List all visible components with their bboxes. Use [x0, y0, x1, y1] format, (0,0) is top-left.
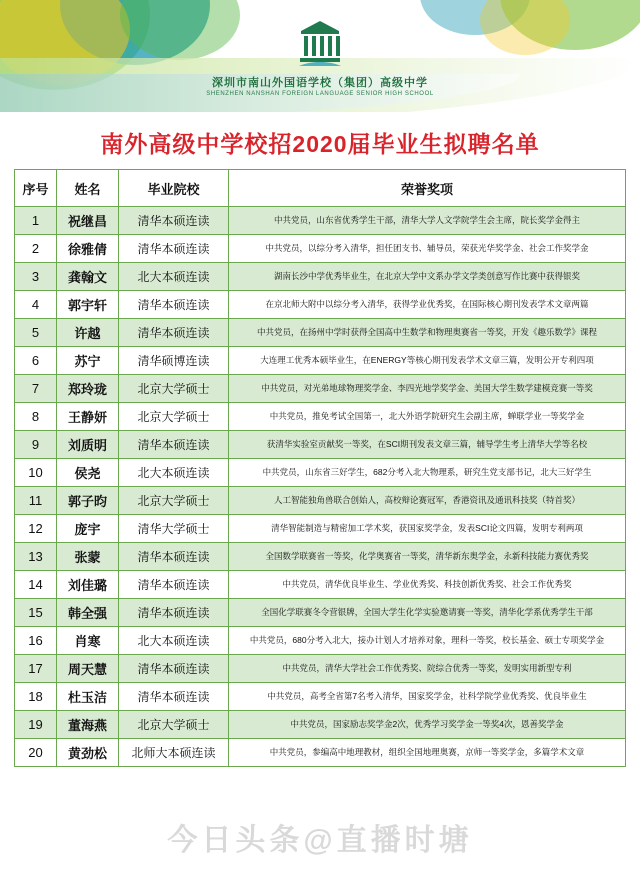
table-row	[15, 627, 626, 655]
cell-school: 清华本硕连读	[119, 431, 229, 459]
table-row	[15, 431, 626, 459]
cell-honor: 清华智能制造与精密加工学术奖，获国家奖学金，发表SCI论文四篇，发明专利两项	[229, 515, 626, 543]
column-header-index: 序号	[15, 170, 57, 207]
table-row	[15, 655, 626, 683]
cell-name: 苏宁	[57, 347, 119, 375]
cell-index: 17	[15, 655, 57, 683]
school-name-en: SHENZHEN NANSHAN FOREIGN LANGUAGE SENIOR HIGH SCHOOL	[206, 91, 434, 97]
cell-school: 北京大学硕士	[119, 375, 229, 403]
column-header-school: 毕业院校	[119, 170, 229, 207]
cell-school: 清华大学硕士	[119, 515, 229, 543]
table-row	[15, 375, 626, 403]
cell-school: 北大本硕连读	[119, 459, 229, 487]
table-row	[15, 263, 626, 291]
cell-honor: 中共党员，对光弟地球物理奖学金、李四光地学奖学金、美国大学生数学建模竞赛一等奖	[229, 375, 626, 403]
cell-name: 肖寒	[57, 627, 119, 655]
cell-honor: 湖南长沙中学优秀毕业生，在北京大学中文系办学文学类创意写作比赛中获得银奖	[229, 263, 626, 291]
cell-school: 北京大学硕士	[119, 711, 229, 739]
table-head	[15, 170, 626, 207]
table-row	[15, 543, 626, 571]
cell-name: 周天慧	[57, 655, 119, 683]
cell-name: 龚翰文	[57, 263, 119, 291]
cell-honor: 中共党员，推免考试全国第一，北大外语学院研究生会副主席，蝉联学业一等奖学金	[229, 403, 626, 431]
cell-index: 13	[15, 543, 57, 571]
cell-name: 徐雅倩	[57, 235, 119, 263]
cell-index: 18	[15, 683, 57, 711]
table-header-row	[15, 170, 626, 207]
cell-index: 12	[15, 515, 57, 543]
cell-honor: 中共党员，以综分考入清华，担任团支书、辅导员，荣获光华奖学金、社会工作奖学金	[229, 235, 626, 263]
cell-honor: 全国化学联赛冬令营银牌，全国大学生化学实验邀请赛一等奖，清华化学系优秀学生干部	[229, 599, 626, 627]
cell-index: 7	[15, 375, 57, 403]
cell-honor: 中共党员，山东省三好学生，682分考入北大物理系，研究生党支部书记，北大三好学生	[229, 459, 626, 487]
cell-name: 祝继昌	[57, 207, 119, 235]
cell-name: 郭宇轩	[57, 291, 119, 319]
column-header-honor: 荣誉奖项	[229, 170, 626, 207]
table-row	[15, 515, 626, 543]
cell-index: 1	[15, 207, 57, 235]
table-row	[15, 599, 626, 627]
cell-school: 清华本硕连读	[119, 235, 229, 263]
cell-index: 20	[15, 739, 57, 767]
cell-honor: 全国数学联赛省一等奖，化学奥赛省一等奖，清华新东奥学金，永新科技能力赛优秀奖	[229, 543, 626, 571]
cell-honor: 人工智能独角兽联合创始人，高校辩论赛冠军，香港资讯及通讯科技奖（特首奖）	[229, 487, 626, 515]
cell-school: 北大本硕连读	[119, 263, 229, 291]
cell-index: 10	[15, 459, 57, 487]
column-header-name: 姓名	[57, 170, 119, 207]
cell-honor: 中共党员，清华大学社会工作优秀奖、院综合优秀一等奖，发明实用新型专利	[229, 655, 626, 683]
cell-honor: 获清华实验室贡献奖一等奖，在SCI期刊发表文章三篇，辅导学生考上清华大学等名校	[229, 431, 626, 459]
cell-school: 北师大本硕连读	[119, 739, 229, 767]
cell-school: 清华本硕连读	[119, 319, 229, 347]
cell-honor: 中共党员，在扬州中学时获得全国高中生数学和物理奥赛省一等奖，开发《趣乐数学》课程	[229, 319, 626, 347]
cell-name: 黄劲松	[57, 739, 119, 767]
page-header	[0, 0, 640, 112]
cell-school: 清华本硕连读	[119, 655, 229, 683]
cell-school: 北大本硕连读	[119, 627, 229, 655]
cell-school: 清华本硕连读	[119, 207, 229, 235]
table-row	[15, 235, 626, 263]
cell-index: 2	[15, 235, 57, 263]
table-row	[15, 291, 626, 319]
cell-index: 14	[15, 571, 57, 599]
cell-index: 5	[15, 319, 57, 347]
table-row	[15, 683, 626, 711]
cell-honor: 大连理工优秀本硕毕业生，在ENERGY等核心期刊发表学术文章三篇，发明公开专利四项	[229, 347, 626, 375]
cell-index: 11	[15, 487, 57, 515]
table-row	[15, 319, 626, 347]
table-row	[15, 459, 626, 487]
cell-honor: 中共党员，680分考入北大，接办计划人才培养对象，理科一等奖，校长基金、硕士专项奖学金	[229, 627, 626, 655]
cell-index: 6	[15, 347, 57, 375]
cell-school: 清华本硕连读	[119, 599, 229, 627]
table-row	[15, 347, 626, 375]
cell-index: 15	[15, 599, 57, 627]
watermark: 今日头条@直播时塘	[167, 824, 473, 857]
cell-index: 8	[15, 403, 57, 431]
hire-list-table	[14, 169, 626, 767]
table-row	[15, 487, 626, 515]
page-title: 南外高级中学校招2020届毕业生拟聘名单	[100, 131, 540, 157]
table-body	[15, 207, 626, 767]
cell-name: 董海燕	[57, 711, 119, 739]
school-crest-icon	[289, 18, 351, 70]
cell-name: 郭子昀	[57, 487, 119, 515]
table-row	[15, 571, 626, 599]
cell-honor: 中共党员，参编高中地理教材，组织全国地理奥赛，京师一等奖学金，多篇学术文章	[229, 739, 626, 767]
cell-name: 刘质明	[57, 431, 119, 459]
cell-school: 清华本硕连读	[119, 571, 229, 599]
table-row	[15, 711, 626, 739]
cell-school: 北京大学硕士	[119, 403, 229, 431]
cell-school: 清华本硕连读	[119, 543, 229, 571]
table-row	[15, 739, 626, 767]
cell-name: 王静妍	[57, 403, 119, 431]
cell-name: 许越	[57, 319, 119, 347]
school-logo-block	[0, 18, 640, 97]
cell-school: 北京大学硕士	[119, 487, 229, 515]
table-row	[15, 207, 626, 235]
cell-school: 清华本硕连读	[119, 683, 229, 711]
hire-list-table-wrap	[0, 169, 640, 767]
cell-name: 张蒙	[57, 543, 119, 571]
cell-name: 刘佳璐	[57, 571, 119, 599]
cell-honor: 在京北师大附中以综分考入清华，获得学业优秀奖，在国际核心期刊发表学术文章两篇	[229, 291, 626, 319]
cell-honor: 中共党员，清华优良毕业生、学业优秀奖、科技创新优秀奖、社会工作优秀奖	[229, 571, 626, 599]
cell-honor: 中共党员，国家励志奖学金2次，优秀学习奖学金一等奖4次，恩善奖学金	[229, 711, 626, 739]
cell-school: 清华本硕连读	[119, 291, 229, 319]
cell-name: 韩全强	[57, 599, 119, 627]
cell-index: 4	[15, 291, 57, 319]
cell-name: 庞宇	[57, 515, 119, 543]
cell-school: 清华硕博连读	[119, 347, 229, 375]
cell-honor: 中共党员，高考全省第7名考入清华，国家奖学金，社科学院学业优秀奖、优良毕业生	[229, 683, 626, 711]
cell-name: 杜玉洁	[57, 683, 119, 711]
cell-index: 19	[15, 711, 57, 739]
cell-name: 侯尧	[57, 459, 119, 487]
cell-honor: 中共党员，山东省优秀学生干部，清华大学人文学院学生会主席，院长奖学金得主	[229, 207, 626, 235]
cell-index: 9	[15, 431, 57, 459]
cell-index: 3	[15, 263, 57, 291]
table-row	[15, 403, 626, 431]
cell-index: 16	[15, 627, 57, 655]
school-name-cn: 深圳市南山外国语学校（集团）高级中学	[212, 77, 428, 89]
cell-name: 郑玲珑	[57, 375, 119, 403]
